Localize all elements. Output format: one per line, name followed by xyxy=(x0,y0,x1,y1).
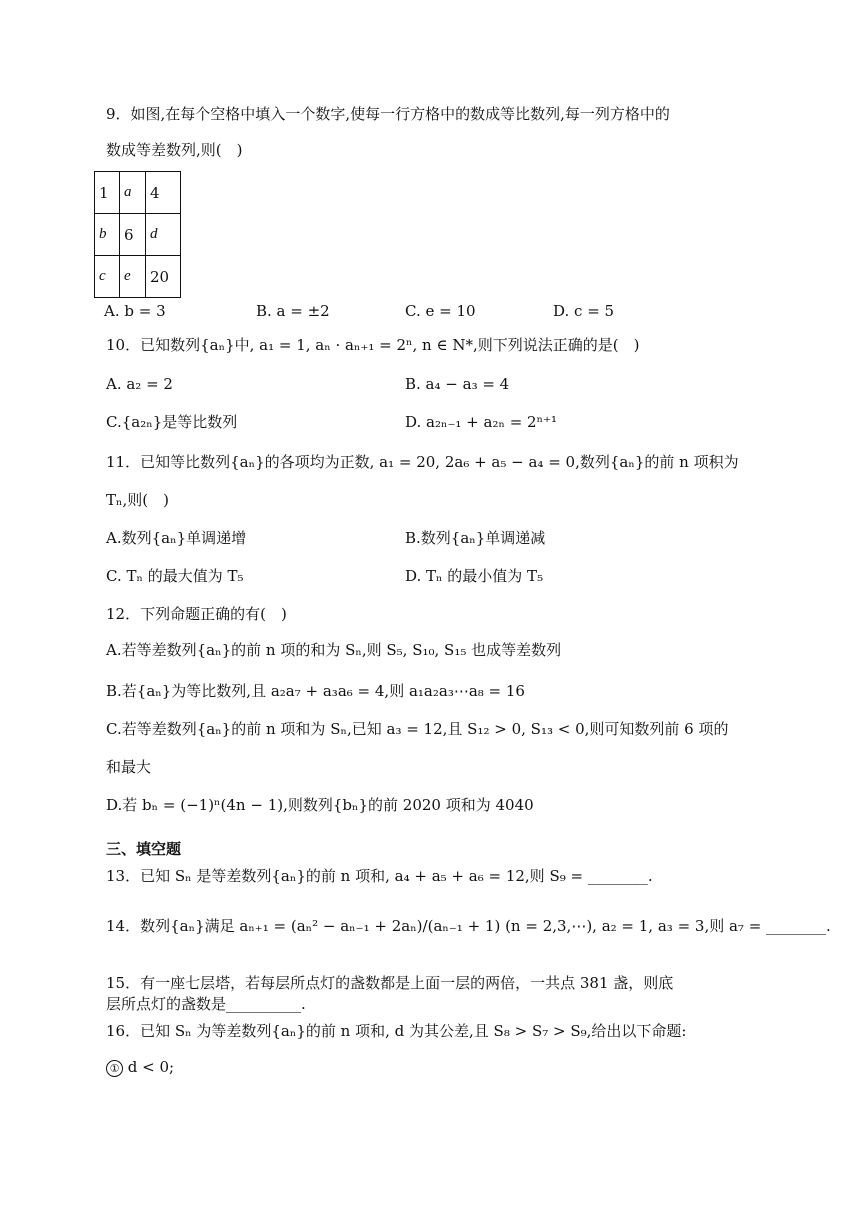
q15-line2: 层所点灯的盏数是__________. xyxy=(106,995,306,1013)
q10-option-b: B. a₄ − a₃ = 4 xyxy=(405,375,510,393)
q14: 14．数列{aₙ}满足 aₙ₊₁ = (aₙ² − aₙ₋₁ + 2aₙ)/(aₙ₋₁ + 1) (n = 2,3,⋯), a₂ = 1, a₃ = 3,则 a₇ = ________. xyxy=(106,917,831,935)
q12-option-c: C.若等差数列{aₙ}的前 n 项和为 Sₙ,已知 a₃ = 12,且 S₁₂ > 0, S₁₃ < 0,则可知数列前 6 项的 xyxy=(106,720,729,738)
grid-cell: 20 xyxy=(146,256,181,298)
q13: 13．已知 Sₙ 是等差数列{aₙ}的前 n 项和, a₄ + a₅ + a₆ = 12,则 S₉ = ________. xyxy=(106,867,653,885)
q12-stem: 12．下列命题正确的有( ) xyxy=(106,605,287,623)
q9-option-b: B. a = ±2 xyxy=(256,302,330,320)
q10-option-a: A. a₂ = 2 xyxy=(106,375,173,393)
q9-option-d: D. c = 5 xyxy=(553,302,615,320)
grid-cell: b xyxy=(95,214,120,256)
q16-item1 xyxy=(106,1057,174,1077)
q11-stem2: Tₙ,则( ) xyxy=(106,491,169,509)
q9-line2: 数成等差数列,则( ) xyxy=(106,141,243,159)
section-heading: 三、填空题 xyxy=(106,840,182,858)
q16-stem: 16．已知 Sₙ 为等差数列{aₙ}的前 n 项和, d 为其公差,且 S₈ > S₇ > S₉,给出以下命题: xyxy=(106,1022,687,1040)
q12-option-c-cont: 和最大 xyxy=(106,758,152,776)
grid-cell: a xyxy=(120,172,146,214)
grid-cell: 4 xyxy=(146,172,181,214)
q12-option-d: D.若 bₙ = (−1)ⁿ(4n − 1),则数列{bₙ}的前 2020 项和为 4040 xyxy=(106,796,534,814)
q11-stem: 11．已知等比数列{aₙ}的各项均为正数, a₁ = 20, 2a₆ + a₅ − a₄ = 0,数列{aₙ}的前 n 项积为 xyxy=(106,453,739,471)
q15-line1: 15．有一座七层塔，若每层所点灯的盏数都是上面一层的两倍，一共点 381 盏，则底 xyxy=(106,974,674,992)
q16-item1-text: d < 0; xyxy=(127,1058,175,1076)
grid-cell: d xyxy=(146,214,181,256)
grid-cell: 1 xyxy=(95,172,120,214)
circled-number-1: ① xyxy=(106,1060,123,1077)
q12-option-b: B.若{aₙ}为等比数列,且 a₂a₇ + a₃a₆ = 4,则 a₁a₂a₃⋯a₈ = 16 xyxy=(106,682,525,700)
grid-cell: 6 xyxy=(120,214,146,256)
q9-option-a: A. b = 3 xyxy=(104,302,166,320)
q10-option-c: C.{a₂ₙ}是等比数列 xyxy=(106,413,238,431)
grid-cell: c xyxy=(95,256,120,298)
q9-line1: 9．如图,在每个空格中填入一个数字,使每一行方格中的数成等比数列,每一列方格中的 xyxy=(106,105,670,123)
q10-stem: 10．已知数列{aₙ}中, a₁ = 1, aₙ · aₙ₊₁ = 2ⁿ, n ∈ N*,则下列说法正确的是( ) xyxy=(106,336,640,354)
q9-grid xyxy=(94,171,181,298)
q10-option-d: D. a₂ₙ₋₁ + a₂ₙ = 2ⁿ⁺¹ xyxy=(405,413,558,431)
q9-option-c: C. e = 10 xyxy=(405,302,476,320)
q12-option-a: A.若等差数列{aₙ}的前 n 项的和为 Sₙ,则 S₅, S₁₀, S₁₅ 也成等差数列 xyxy=(106,641,562,659)
grid-cell: e xyxy=(120,256,146,298)
q11-option-b: B.数列{aₙ}单调递减 xyxy=(405,529,546,547)
q11-option-a: A.数列{aₙ}单调递增 xyxy=(106,529,247,547)
q11-option-c: C. Tₙ 的最大值为 T₅ xyxy=(106,567,244,585)
q11-option-d: D. Tₙ 的最小值为 T₅ xyxy=(405,567,544,585)
